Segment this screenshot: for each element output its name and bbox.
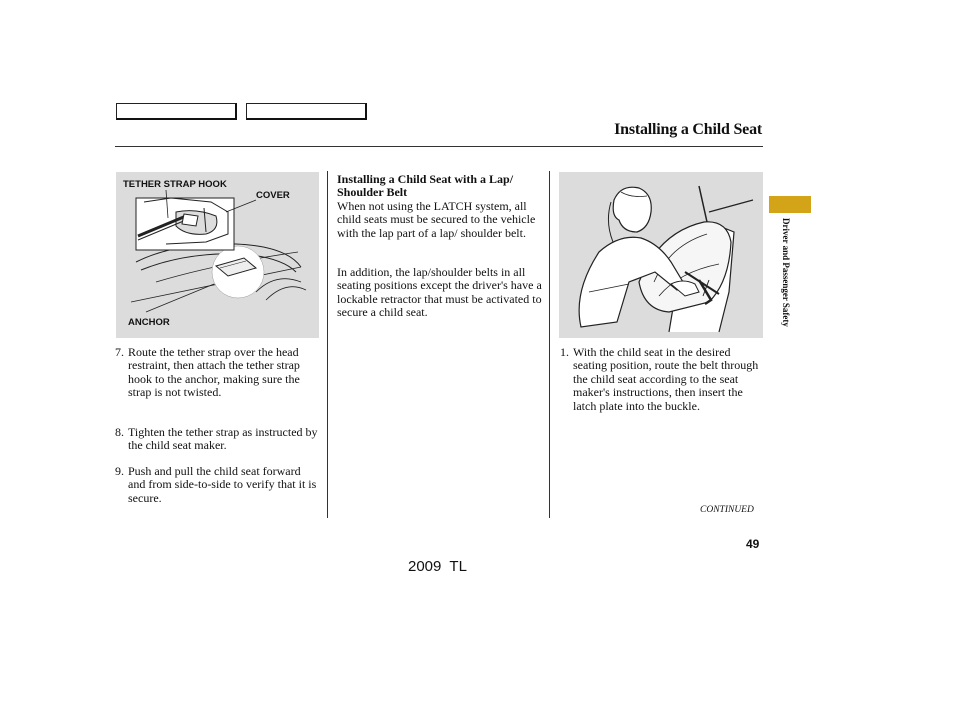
page-title: Installing a Child Seat [614,121,762,138]
child-seat-drawing [559,172,763,338]
step-text: With the child seat in the desired seating position, route the belt through the child seat according to the seat maker's instructions, then insert the latch plate into the buckle. [573,345,759,413]
cover-label: COVER [256,190,290,201]
section-heading: Installing a Child Seat with a Lap/ Shoulder Belt [337,172,514,200]
step-1 [560,346,760,413]
step-text: Push and pull the child seat forward and from side-to-side to verify that it is secure. [128,464,317,505]
step-text: Tighten the tether strap as instructed by the child seat maker. [128,425,318,453]
step-8 [115,426,325,453]
section-tab[interactable] [769,196,811,213]
step-7 [115,346,320,400]
header-rule [115,146,763,147]
section-tab-label: Driver and Passenger Safety [781,218,791,327]
step-number: 9. [115,464,124,478]
step-number: 8. [115,425,124,439]
step-number: 7. [115,345,124,359]
child-seat-installation-illustration [559,172,763,338]
column-divider-right [549,171,550,518]
tether-strap-hook-label: TETHER STRAP HOOK [123,179,227,190]
nav-button-contents[interactable] [116,103,237,120]
footer-model: 2009 TL [408,558,467,575]
step-text: Route the tether strap over the head restraint, then attach the tether strap hook to the anchor, making sure the strap is not twisted. [128,345,300,400]
page-number: 49 [746,537,760,551]
column-divider-left [327,171,328,518]
paragraph-latch: When not using the LATCH system, all child seats must be secured to the vehicle with the lap part of a lap/ shoulder belt. [337,199,536,240]
tether-anchor-illustration [116,172,319,338]
step-9 [115,465,320,505]
nav-button-index[interactable] [246,103,367,120]
paragraph-retractor: In addition, the lap/shoulder belts in all seating positions except the driver's have a lockable retractor that must be activated to secure a child seat. [337,265,542,320]
step-number: 1. [560,345,569,359]
continued-label: CONTINUED [700,505,754,515]
anchor-label: ANCHOR [128,317,170,328]
